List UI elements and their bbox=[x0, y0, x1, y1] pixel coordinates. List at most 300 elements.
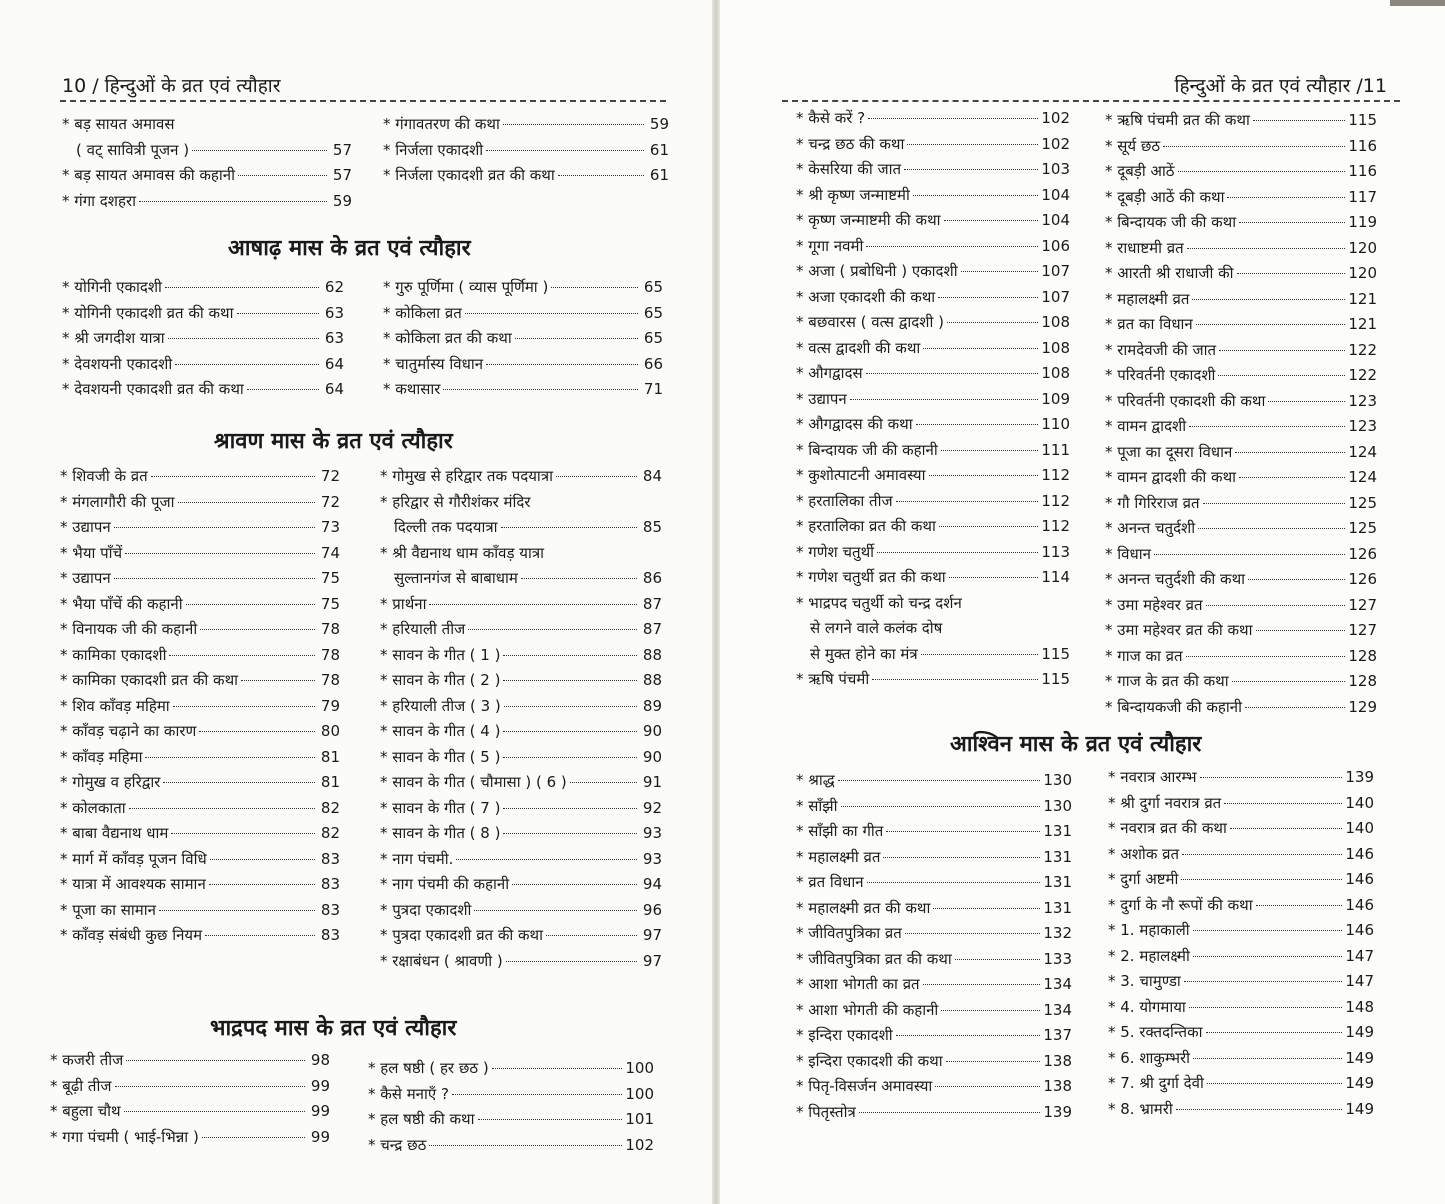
toc-entry-title: * देवशयनी एकादशी व्रत की कथा bbox=[62, 380, 244, 398]
dot-leader bbox=[199, 731, 315, 732]
toc-entry-page: 101 bbox=[625, 1110, 654, 1128]
toc-entry-page: 87 bbox=[642, 620, 662, 638]
toc-entry-title: * हल षष्ठी ( हर छठ ) bbox=[368, 1059, 489, 1077]
toc-entry-title: * आशा भोगती का व्रत bbox=[796, 975, 920, 993]
toc-entry bbox=[796, 312, 1070, 338]
toc-entry-page: 149 bbox=[1345, 1099, 1374, 1118]
toc-entry-page: 78 bbox=[320, 645, 340, 664]
dot-leader bbox=[237, 313, 319, 314]
section-title-bhadrapad: भाद्रपद मास के व्रत एवं त्यौहार bbox=[210, 1016, 457, 1041]
toc-entry-page: 124 bbox=[1348, 468, 1377, 486]
toc-entry bbox=[1108, 844, 1374, 870]
toc-entry bbox=[60, 670, 340, 696]
toc-entry-title: * 1. महाकाली bbox=[1108, 921, 1190, 939]
toc-entry-page: 128 bbox=[1348, 672, 1377, 690]
toc-entry-page: 108 bbox=[1041, 338, 1070, 357]
dot-leader bbox=[515, 338, 638, 339]
toc-entry-page: 108 bbox=[1041, 364, 1070, 382]
toc-entry bbox=[380, 900, 662, 926]
dot-leader bbox=[1206, 605, 1346, 606]
toc-column bbox=[383, 277, 663, 405]
dot-leader bbox=[866, 246, 1038, 247]
toc-entry-page: 91 bbox=[642, 773, 662, 791]
toc-entry-title: * नाग पंचमी की कहानी bbox=[380, 875, 510, 893]
dot-leader bbox=[443, 389, 638, 390]
dot-leader bbox=[115, 1086, 306, 1087]
toc-entry-page: 116 bbox=[1348, 136, 1377, 155]
toc-entry-title: * निर्जला एकादशी bbox=[383, 140, 484, 159]
toc-entry-page: 126 bbox=[1348, 570, 1377, 588]
toc-entry-title: * पितृ-विसर्जन अमावस्या bbox=[796, 1077, 933, 1095]
toc-entry-title: * योगिनी एकादशी bbox=[62, 278, 162, 296]
toc-entry-page: 100 bbox=[625, 1084, 654, 1103]
toc-entry bbox=[1105, 289, 1377, 315]
toc-entry bbox=[368, 1109, 654, 1135]
toc-entry-title: * 3. चामुण्डा bbox=[1108, 972, 1181, 990]
toc-entry bbox=[1105, 110, 1377, 136]
dot-leader bbox=[1178, 171, 1346, 172]
toc-entry-page: 125 bbox=[1348, 519, 1377, 537]
dot-leader bbox=[503, 757, 637, 758]
dot-leader bbox=[486, 364, 638, 365]
toc-entry bbox=[62, 354, 344, 380]
toc-entry bbox=[380, 619, 662, 645]
toc-entry-title: * बूढ़ी तीज bbox=[50, 1076, 112, 1095]
toc-entry bbox=[380, 594, 662, 620]
toc-entry-title: * पुत्रदा एकादशी bbox=[380, 900, 472, 919]
toc-entry bbox=[383, 165, 669, 191]
toc-entry bbox=[796, 770, 1072, 796]
toc-entry-title: * बहुला चौथ bbox=[50, 1102, 121, 1120]
toc-entry-title: * परिवर्तनी एकादशी bbox=[1105, 366, 1216, 384]
dot-leader bbox=[492, 1068, 623, 1069]
dot-leader bbox=[456, 859, 637, 860]
toc-entry-title: * दुर्गा के नौ रूपों की कथा bbox=[1108, 895, 1253, 914]
toc-entry bbox=[796, 974, 1072, 1000]
toc-entry-title: * 5. रक्तदन्तिका bbox=[1108, 1023, 1203, 1041]
toc-entry-page: 57 bbox=[332, 140, 352, 159]
dot-leader bbox=[1218, 375, 1345, 376]
toc-entry-title: * शिव काँवड़ महिमा bbox=[60, 696, 170, 715]
toc-entry-page: 82 bbox=[320, 824, 340, 842]
toc-entry-title: * गणेश चतुर्थी व्रत की कथा bbox=[796, 568, 946, 586]
toc-entry-page: 138 bbox=[1043, 1051, 1072, 1070]
toc-entry bbox=[1108, 1048, 1374, 1074]
toc-entry-title: * हल षष्ठी की कथा bbox=[368, 1110, 475, 1128]
dot-leader bbox=[192, 150, 327, 151]
toc-entry bbox=[50, 1050, 330, 1076]
toc-entry-page: 137 bbox=[1043, 1026, 1072, 1044]
toc-entry-title: * परिवर्तनी एकादशी की कथा bbox=[1105, 391, 1266, 410]
toc-entry bbox=[796, 644, 1070, 670]
toc-entry-page: 124 bbox=[1348, 442, 1377, 461]
toc-column bbox=[62, 114, 352, 216]
dot-leader bbox=[503, 124, 644, 125]
toc-entry-page: 88 bbox=[642, 645, 662, 664]
toc-entry bbox=[380, 696, 662, 722]
toc-entry-page: 130 bbox=[1043, 771, 1072, 789]
toc-entry-title: * जीवितपुत्रिका व्रत bbox=[796, 924, 902, 942]
toc-entry-page: 149 bbox=[1345, 1074, 1374, 1092]
dot-leader bbox=[939, 526, 1039, 527]
toc-entry-title: * भैया पाँचें की कहानी bbox=[60, 594, 183, 613]
dot-leader bbox=[202, 1137, 305, 1138]
toc-entry bbox=[1108, 1073, 1374, 1099]
toc-entry-page: 131 bbox=[1043, 822, 1072, 840]
toc-entry-page: 75 bbox=[320, 594, 340, 613]
toc-entry-title: * इन्दिरा एकादशी की कथा bbox=[796, 1051, 943, 1070]
dot-leader bbox=[1200, 777, 1343, 778]
toc-entry-page: 64 bbox=[324, 354, 344, 373]
toc-entry-title: * चातुर्मास्य विधान bbox=[383, 354, 484, 373]
toc-entry-page: 119 bbox=[1348, 213, 1377, 231]
toc-entry-page: 109 bbox=[1041, 389, 1070, 408]
toc-entry-title: * रक्षाबंधन ( श्रावणी ) bbox=[380, 951, 503, 970]
toc-entry-page: 122 bbox=[1348, 366, 1377, 384]
toc-entry bbox=[796, 847, 1072, 873]
toc-entry-title: * हरतालिका व्रत की कथा bbox=[796, 517, 936, 535]
dot-leader bbox=[1232, 681, 1346, 682]
toc-entry-page: 80 bbox=[320, 722, 340, 740]
dot-leader bbox=[1239, 222, 1345, 223]
toc-entry-page: 64 bbox=[324, 380, 344, 398]
toc-entry-page: 110 bbox=[1041, 415, 1070, 433]
toc-entry bbox=[50, 1076, 330, 1102]
dot-leader bbox=[173, 706, 315, 707]
toc-entry-page: 125 bbox=[1348, 493, 1377, 512]
toc-entry-page: 90 bbox=[642, 722, 662, 740]
toc-entry-page: 93 bbox=[642, 824, 662, 842]
dot-leader bbox=[1256, 630, 1346, 631]
toc-entry-title: दिल्ली तक पदयात्रा bbox=[394, 518, 498, 536]
toc-entry-title: * श्री जगदीश यात्रा bbox=[62, 329, 165, 347]
dot-leader bbox=[129, 808, 315, 809]
toc-entry-title: * गगा पंचमी ( भाई-भिन्ना ) bbox=[50, 1127, 199, 1146]
toc-entry-title: * कोकिला व्रत की कथा bbox=[383, 329, 512, 347]
toc-entry-page: 112 bbox=[1041, 466, 1070, 484]
toc-entry-title: * दूबड़ी आठें की कथा bbox=[1105, 187, 1225, 206]
toc-entry-page: 97 bbox=[642, 926, 662, 944]
toc-entry bbox=[380, 645, 662, 671]
toc-entry-title: * महालक्ष्मी व्रत की कथा bbox=[796, 898, 931, 917]
toc-entry-page: 128 bbox=[1348, 646, 1377, 665]
toc-entry-page: 100 bbox=[625, 1059, 654, 1077]
dot-leader bbox=[935, 1086, 1040, 1087]
dot-leader bbox=[474, 910, 637, 911]
dot-leader bbox=[872, 679, 1038, 680]
dot-leader bbox=[503, 731, 637, 732]
dot-leader bbox=[209, 884, 315, 885]
toc-entry-page: 62 bbox=[324, 278, 344, 296]
toc-column bbox=[383, 114, 669, 191]
dot-leader bbox=[506, 961, 637, 962]
toc-entry bbox=[62, 303, 344, 329]
toc-entry bbox=[383, 328, 663, 354]
toc-entry-title: * सावन के गीत ( 7 ) bbox=[380, 798, 501, 817]
toc-entry-title: * मंगलागौरी की पूजा bbox=[60, 492, 175, 511]
toc-entry bbox=[796, 796, 1072, 822]
dot-leader bbox=[169, 655, 315, 656]
dot-leader bbox=[124, 1111, 305, 1112]
toc-entry-title: * ऋषि पंचमी bbox=[796, 670, 870, 688]
dot-leader bbox=[429, 604, 637, 605]
toc-entry bbox=[1105, 646, 1377, 672]
toc-entry-page: 115 bbox=[1041, 670, 1070, 688]
toc-entry-title: * इन्दिरा एकादशी bbox=[796, 1026, 893, 1044]
toc-entry-title: * श्री कृष्ण जन्माष्टमी bbox=[796, 185, 910, 204]
toc-entry-page: 83 bbox=[320, 875, 340, 893]
dot-leader bbox=[929, 475, 1039, 476]
toc-entry-page: 87 bbox=[642, 594, 662, 613]
toc-entry-page: 130 bbox=[1043, 796, 1072, 815]
toc-entry bbox=[62, 114, 352, 140]
dot-leader bbox=[503, 655, 637, 656]
dot-leader bbox=[923, 984, 1041, 985]
dot-leader bbox=[1203, 503, 1346, 504]
toc-entry-page: 107 bbox=[1041, 287, 1070, 306]
toc-entry-title: * काँवड़ महिमा bbox=[60, 747, 143, 766]
toc-entry-page: 84 bbox=[642, 467, 662, 485]
toc-entry-title: ( वट् सावित्री पूजन ) bbox=[76, 140, 190, 159]
toc-entry-page: 146 bbox=[1345, 895, 1374, 914]
toc-entry-page: 104 bbox=[1041, 211, 1070, 229]
dot-leader bbox=[905, 933, 1041, 934]
toc-entry-page: 65 bbox=[643, 303, 663, 322]
toc-entry bbox=[1108, 946, 1374, 972]
dot-leader bbox=[941, 450, 1039, 451]
toc-entry bbox=[383, 379, 663, 405]
toc-entry bbox=[380, 466, 662, 492]
toc-entry-page: 72 bbox=[320, 467, 340, 485]
dot-leader bbox=[151, 476, 315, 477]
toc-entry-page: 107 bbox=[1041, 262, 1070, 280]
toc-entry-title: * कैसे करें ? bbox=[796, 109, 866, 127]
toc-entry-page: 81 bbox=[320, 773, 340, 791]
toc-entry bbox=[796, 542, 1070, 568]
section-title-shravan: श्रावण मास के व्रत एवं त्यौहार bbox=[214, 429, 453, 454]
toc-entry bbox=[1105, 518, 1377, 544]
toc-entry-page: 66 bbox=[643, 354, 663, 373]
toc-entry-title: * उमा महेश्वर व्रत bbox=[1105, 595, 1203, 614]
dot-leader bbox=[955, 959, 1041, 960]
toc-entry bbox=[60, 517, 340, 543]
toc-entry-page: 99 bbox=[310, 1127, 330, 1146]
toc-entry-title: * गोमुख से हरिद्वार तक पदयात्रा bbox=[380, 467, 553, 485]
toc-entry-title: * पुत्रदा एकादशी व्रत की कथा bbox=[380, 926, 544, 944]
toc-entry-title: * काँवड़ संबंधी कुछ नियम bbox=[60, 926, 203, 944]
dot-leader bbox=[570, 782, 637, 783]
toc-entry-title: * नवरात्र आरम्भ bbox=[1108, 768, 1197, 786]
toc-entry bbox=[1105, 493, 1377, 519]
toc-entry-page: 111 bbox=[1041, 440, 1070, 459]
toc-entry-title: * मार्ग में काँवड़ पूजन विधि bbox=[60, 849, 207, 868]
toc-entry-title: * योगिनी एकादशी व्रत की कथा bbox=[62, 303, 234, 322]
toc-entry bbox=[50, 1101, 330, 1127]
toc-entry bbox=[60, 568, 340, 594]
toc-entry bbox=[796, 363, 1070, 389]
toc-entry-page: 90 bbox=[642, 747, 662, 766]
toc-entry bbox=[796, 440, 1070, 466]
toc-entry bbox=[796, 567, 1070, 593]
dot-leader bbox=[501, 527, 637, 528]
dot-leader bbox=[1193, 1058, 1342, 1059]
dot-leader bbox=[1219, 350, 1345, 351]
toc-column bbox=[1108, 767, 1374, 1124]
toc-entry-page: 78 bbox=[320, 620, 340, 638]
toc-entry-page: 113 bbox=[1041, 542, 1070, 561]
toc-entry bbox=[1105, 671, 1377, 697]
dot-leader bbox=[159, 910, 315, 911]
dot-leader bbox=[163, 782, 315, 783]
toc-entry-page: 74 bbox=[320, 543, 340, 562]
toc-entry-title: * गाज का व्रत bbox=[1105, 646, 1183, 665]
dot-leader bbox=[238, 175, 327, 176]
toc-entry bbox=[62, 277, 344, 303]
toc-entry-page: 92 bbox=[642, 798, 662, 817]
dot-leader bbox=[1181, 879, 1342, 880]
dot-leader bbox=[1189, 426, 1345, 427]
toc-entry-page: 148 bbox=[1345, 997, 1374, 1016]
dot-leader bbox=[168, 338, 319, 339]
dot-leader bbox=[478, 1119, 623, 1120]
toc-entry-page: 83 bbox=[320, 926, 340, 944]
dot-leader bbox=[896, 1035, 1041, 1036]
dot-leader bbox=[944, 220, 1039, 221]
toc-entry bbox=[368, 1084, 654, 1110]
toc-entry-title: * अजा ( प्रबोधिनी ) एकादशी bbox=[796, 262, 958, 280]
toc-entry-title: * दुर्गा अष्टमी bbox=[1108, 870, 1179, 888]
toc-entry bbox=[62, 165, 352, 191]
dot-leader bbox=[503, 680, 637, 681]
toc-entry-page: 63 bbox=[324, 329, 344, 347]
toc-entry-page: 146 bbox=[1345, 844, 1374, 863]
toc-entry-page: 106 bbox=[1041, 236, 1070, 255]
toc-entry bbox=[380, 670, 662, 696]
toc-entry-page: 115 bbox=[1348, 111, 1377, 129]
dot-leader bbox=[1176, 1109, 1343, 1110]
dot-leader bbox=[1253, 120, 1345, 121]
section-title-ashwin: आश्विन मास के व्रत एवं त्यौहार bbox=[950, 732, 1202, 757]
toc-entry-page: 63 bbox=[324, 303, 344, 322]
dot-leader bbox=[1189, 1007, 1343, 1008]
toc-entry-title: * विधान bbox=[1105, 544, 1151, 563]
toc-entry-title: * सावन के गीत ( 5 ) bbox=[380, 747, 501, 766]
dot-leader bbox=[867, 882, 1041, 883]
toc-entry-title: * औगद्वादस की कथा bbox=[796, 415, 913, 433]
dot-leader bbox=[1268, 401, 1345, 402]
toc-entry-page: 59 bbox=[649, 115, 669, 133]
toc-entry bbox=[380, 772, 662, 798]
dot-leader bbox=[933, 908, 1040, 909]
toc-column bbox=[62, 277, 344, 405]
toc-entry-title: * महालक्ष्मी व्रत bbox=[796, 847, 881, 866]
toc-entry-page: 116 bbox=[1348, 162, 1377, 180]
toc-entry-page: 123 bbox=[1348, 391, 1377, 410]
toc-entry-page: 83 bbox=[320, 849, 340, 868]
dot-leader bbox=[558, 175, 644, 176]
toc-entry bbox=[796, 618, 1070, 644]
toc-entry bbox=[60, 619, 340, 645]
dot-leader bbox=[1207, 1083, 1342, 1084]
toc-entry-page: 147 bbox=[1345, 946, 1374, 965]
dot-leader bbox=[247, 389, 319, 390]
toc-entry bbox=[796, 414, 1070, 440]
toc-entry bbox=[60, 594, 340, 620]
toc-entry bbox=[380, 517, 662, 543]
toc-entry-page: 65 bbox=[643, 278, 663, 296]
dot-leader bbox=[1193, 930, 1343, 931]
toc-entry-title: * व्रत विधान bbox=[796, 873, 864, 891]
toc-entry-page: 88 bbox=[642, 671, 662, 689]
toc-entry bbox=[1105, 136, 1377, 162]
toc-entry-page: 112 bbox=[1041, 517, 1070, 535]
toc-entry-title: * आशा भोगती की कहानी bbox=[796, 1000, 939, 1019]
dot-leader bbox=[139, 201, 327, 202]
toc-entry bbox=[383, 303, 663, 329]
toc-entry bbox=[1108, 1099, 1374, 1125]
toc-entry-title: * नवरात्र व्रत की कथा bbox=[1108, 819, 1227, 837]
toc-entry-page: 131 bbox=[1043, 898, 1072, 917]
toc-entry bbox=[60, 543, 340, 569]
toc-entry bbox=[796, 1076, 1072, 1102]
toc-entry bbox=[380, 721, 662, 747]
toc-entry-page: 131 bbox=[1043, 847, 1072, 866]
toc-entry-page: 131 bbox=[1043, 873, 1072, 891]
toc-entry-title: * श्री वैद्यनाथ धाम काँवड़ यात्रा bbox=[380, 543, 545, 562]
toc-entry-title: * पूजा का सामान bbox=[60, 900, 156, 919]
dot-leader bbox=[841, 806, 1041, 807]
toc-entry-title: सुल्तानगंज से बाबाधाम bbox=[394, 569, 518, 587]
toc-entry bbox=[1105, 544, 1377, 570]
toc-entry-page: 134 bbox=[1043, 975, 1072, 993]
toc-entry bbox=[60, 823, 340, 849]
toc-entry-title: * गुरु पूर्णिमा ( व्यास पूर्णिमा ) bbox=[383, 278, 549, 296]
dot-leader bbox=[504, 706, 637, 707]
toc-entry-page: 134 bbox=[1043, 1000, 1072, 1019]
toc-column bbox=[60, 466, 340, 951]
toc-entry bbox=[368, 1135, 654, 1161]
toc-entry-title: * साँझी का गीत bbox=[796, 822, 884, 840]
dot-leader bbox=[556, 476, 637, 477]
toc-entry bbox=[1105, 391, 1377, 417]
toc-entry-page: 139 bbox=[1043, 1102, 1072, 1121]
toc-entry bbox=[60, 466, 340, 492]
toc-entry-page: 127 bbox=[1348, 595, 1377, 614]
toc-entry-page: 127 bbox=[1348, 621, 1377, 639]
toc-entry-page: 96 bbox=[642, 900, 662, 919]
toc-column bbox=[1105, 110, 1377, 722]
toc-entry-title: * कोलकाता bbox=[60, 798, 126, 817]
toc-entry-page: 114 bbox=[1041, 568, 1070, 586]
toc-entry-page: 149 bbox=[1345, 1023, 1374, 1041]
toc-entry bbox=[796, 465, 1070, 491]
dot-leader bbox=[486, 150, 644, 151]
dot-leader bbox=[125, 553, 315, 554]
dot-leader bbox=[1163, 146, 1345, 147]
dot-leader bbox=[1245, 707, 1345, 708]
toc-entry-title: * देवशयनी एकादशी bbox=[62, 354, 173, 373]
dot-leader bbox=[866, 373, 1039, 374]
toc-entry-title: * नाग पंचमी. bbox=[380, 849, 454, 868]
toc-entry-page: 97 bbox=[642, 951, 662, 970]
toc-entry bbox=[1105, 467, 1377, 493]
toc-entry-title: * व्रत का विधान bbox=[1105, 315, 1193, 333]
toc-entry bbox=[1108, 920, 1374, 946]
toc-entry-page: 75 bbox=[320, 569, 340, 587]
toc-entry-page: 146 bbox=[1345, 870, 1374, 888]
toc-entry-title: * रामदेवजी की जात bbox=[1105, 340, 1217, 359]
dot-leader bbox=[946, 1061, 1041, 1062]
